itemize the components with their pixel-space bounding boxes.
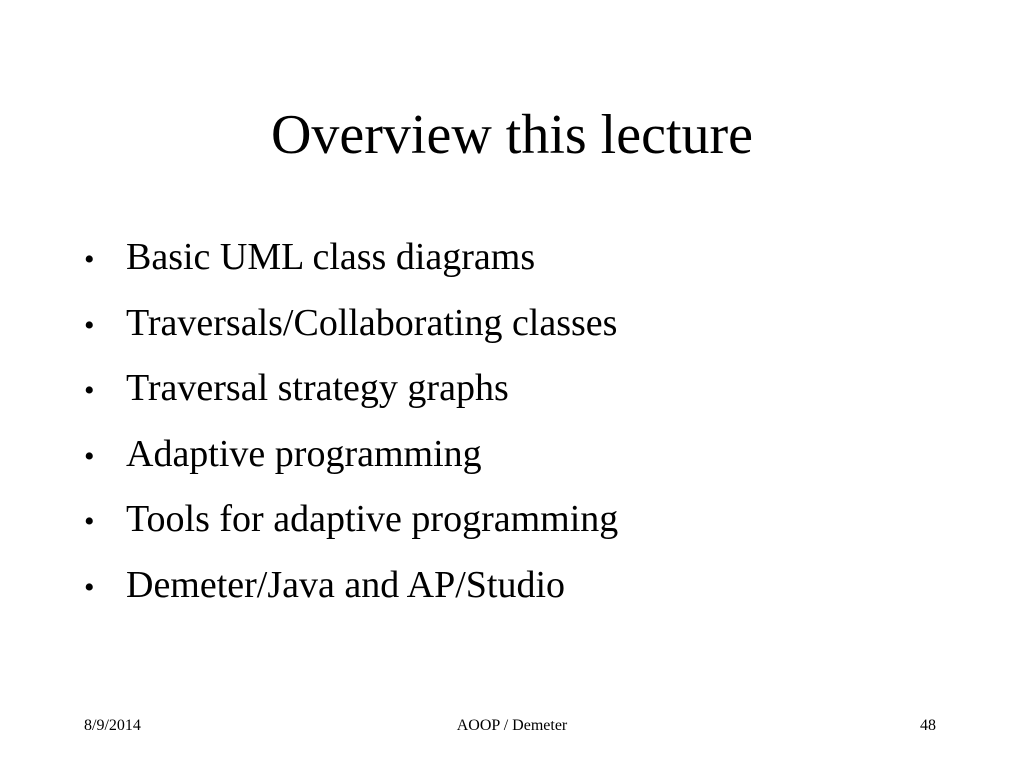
list-item bbox=[84, 422, 964, 488]
bullet-icon: • bbox=[84, 374, 95, 407]
list-item bbox=[84, 225, 964, 291]
slide-title: Overview this lecture bbox=[270, 104, 754, 166]
list-item bbox=[84, 487, 964, 553]
bullet-text: Basic UML class diagrams bbox=[126, 236, 536, 278]
bullet-text: Demeter/Java and AP/Studio bbox=[126, 563, 566, 606]
list-item bbox=[84, 553, 964, 619]
footer-page-number: 48 bbox=[920, 717, 936, 734]
bullet-text: Traversals/Collaborating classes bbox=[126, 301, 618, 344]
bullet-icon: • bbox=[84, 439, 95, 473]
bullet-icon: • bbox=[84, 308, 95, 342]
list-item bbox=[84, 291, 964, 357]
bullet-icon: • bbox=[84, 505, 95, 538]
bullet-icon: • bbox=[84, 570, 95, 604]
footer-title: AOOP / Demeter bbox=[456, 717, 568, 734]
bullet-text: Tools for adaptive programming bbox=[126, 498, 619, 540]
bullet-text: Adaptive programming bbox=[126, 432, 482, 475]
bullet-list bbox=[84, 225, 964, 618]
list-item bbox=[84, 356, 964, 422]
bullet-text: Traversal strategy graphs bbox=[126, 367, 509, 409]
bullet-icon: • bbox=[84, 243, 95, 276]
footer-date: 8/9/2014 bbox=[84, 717, 141, 734]
